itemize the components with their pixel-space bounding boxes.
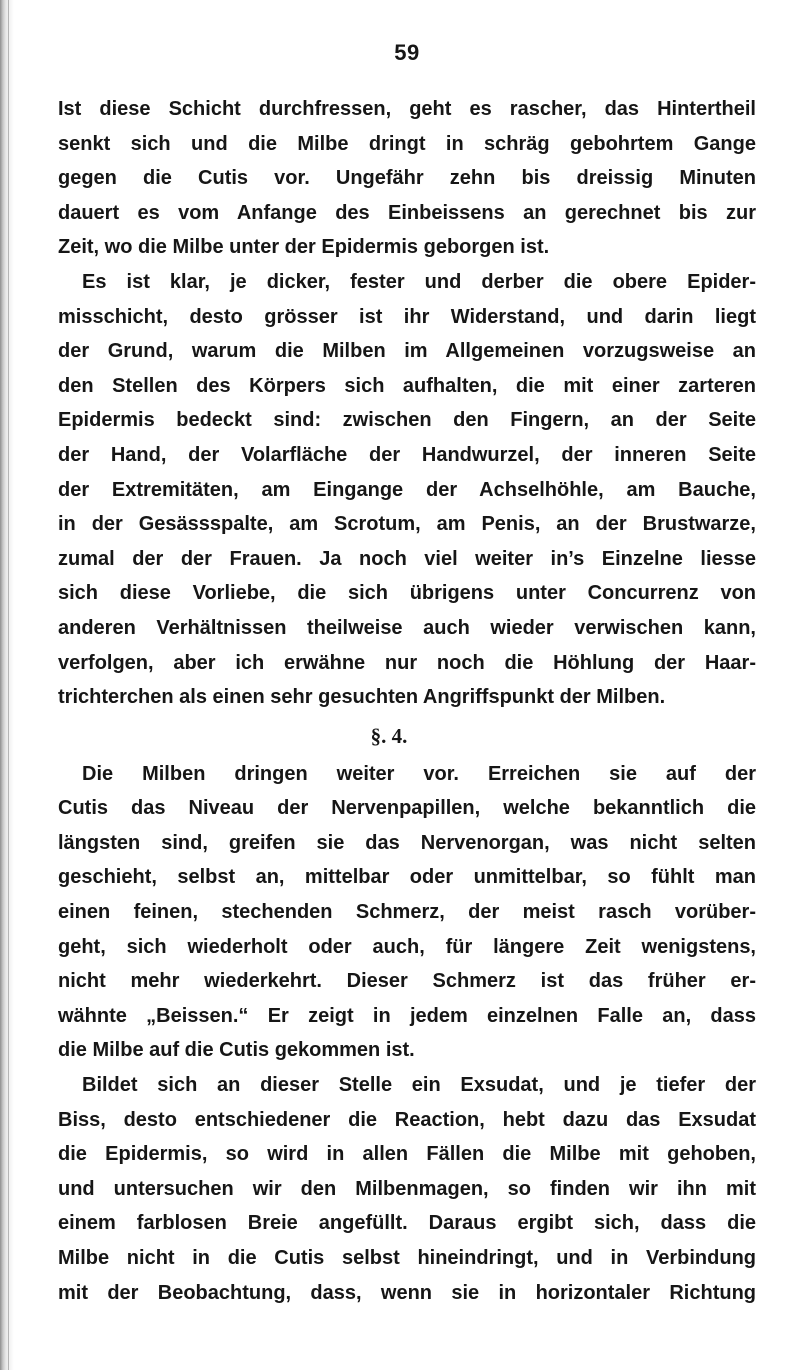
text-line: anderen Verhältnissen theilweise auch wieder verwischen kann,	[58, 616, 756, 639]
scan-page-edge	[0, 0, 14, 1370]
text-line: geschieht, selbst an, mittelbar oder unmittelbar, so fühlt man	[58, 866, 756, 889]
text-line: misschicht, desto grösser ist ihr Widerstand, und darin liegt	[58, 305, 756, 328]
text-line: den Stellen des Körpers sich aufhalten, die mit einer zarteren	[58, 374, 756, 397]
text-line: Ist diese Schicht durchfressen, geht es rascher, das Hintertheil	[58, 98, 756, 120]
text-line: gegen die Cutis vor. Ungefähr zehn bis dreissig Minuten	[58, 167, 756, 190]
text-line: die Milbe auf die Cutis gekommen ist.	[58, 1039, 415, 1062]
book-page	[58, 40, 756, 1340]
text-line: Bildet sich an dieser Stelle ein Exsudat, und je tiefer der	[82, 1074, 756, 1097]
text-line: Biss, desto entschiedener die Reaction, hebt dazu das Exsudat	[58, 1108, 756, 1131]
text-line: Cutis das Niveau der Nervenpapillen, welche bekanntlich die	[58, 797, 756, 820]
text-line: mit der Beobachtung, dass, wenn sie in horizontaler Richtung	[58, 1281, 756, 1304]
text-line: dauert es vom Anfange des Einbeissens an gerechnet bis zur	[58, 201, 756, 224]
page-text	[58, 92, 756, 1310]
page-number: 59	[394, 40, 420, 65]
text-line: trichterchen als einen sehr gesuchten Angriffspunkt der Milben.	[58, 686, 666, 709]
text-line: in der Gesässspalte, am Scrotum, am Penis, an der Brustwarze,	[58, 513, 756, 536]
text-line: Die Milben dringen weiter vor. Erreichen sie auf der	[82, 762, 756, 785]
text-line: nicht mehr wiederkehrt. Dieser Schmerz ist das früher er-	[58, 970, 756, 993]
text-line: Zeit, wo die Milbe unter der Epidermis geborgen ist.	[58, 236, 550, 259]
text-line: einem farblosen Breie angefüllt. Daraus ergibt sich, dass die	[58, 1212, 756, 1235]
text-line: verfolgen, aber ich erwähne nur noch die Höhlung der Haar-	[58, 651, 756, 674]
text-line: zumal der der Frauen. Ja noch viel weiter in’s Einzelne liesse	[58, 547, 756, 570]
text-line: sich diese Vorliebe, die sich übrigens unter Concurrenz von	[58, 582, 756, 605]
text-line: geht, sich wiederholt oder auch, für längere Zeit wenigstens,	[58, 935, 756, 958]
text-line: der Hand, der Volarfläche der Handwurzel, der inneren Seite	[58, 443, 756, 466]
scan-edge-line	[8, 0, 9, 1370]
text-line: Milbe nicht in die Cutis selbst hineindringt, und in Verbindung	[58, 1247, 756, 1269]
text-line: längsten sind, greifen sie das Nervenorgan, was nicht selten	[58, 831, 756, 854]
text-line: Es ist klar, je dicker, fester und derber die obere Epider-	[82, 270, 756, 293]
text-line: einen feinen, stechenden Schmerz, der meist rasch vorüber-	[58, 901, 756, 924]
text-line: die Epidermis, so wird in allen Fällen die Milbe mit gehoben,	[58, 1143, 756, 1166]
text-line: wähnte „Beissen.“ Er zeigt in jedem einzelnen Falle an, dass	[58, 1004, 756, 1027]
section-heading: §. 4.	[370, 723, 408, 748]
text-line: Epidermis bedeckt sind: zwischen den Fingern, an der Seite	[58, 409, 756, 432]
text-line: der Grund, warum die Milben im Allgemeinen vorzugsweise an	[58, 340, 756, 363]
text-line: senkt sich und die Milbe dringt in schräg gebohrtem Gange	[58, 132, 756, 155]
text-line: der Extremitäten, am Eingange der Achselhöhle, am Bauche,	[58, 478, 756, 501]
text-line: und untersuchen wir den Milbenmagen, so finden wir ihn mit	[58, 1177, 756, 1200]
